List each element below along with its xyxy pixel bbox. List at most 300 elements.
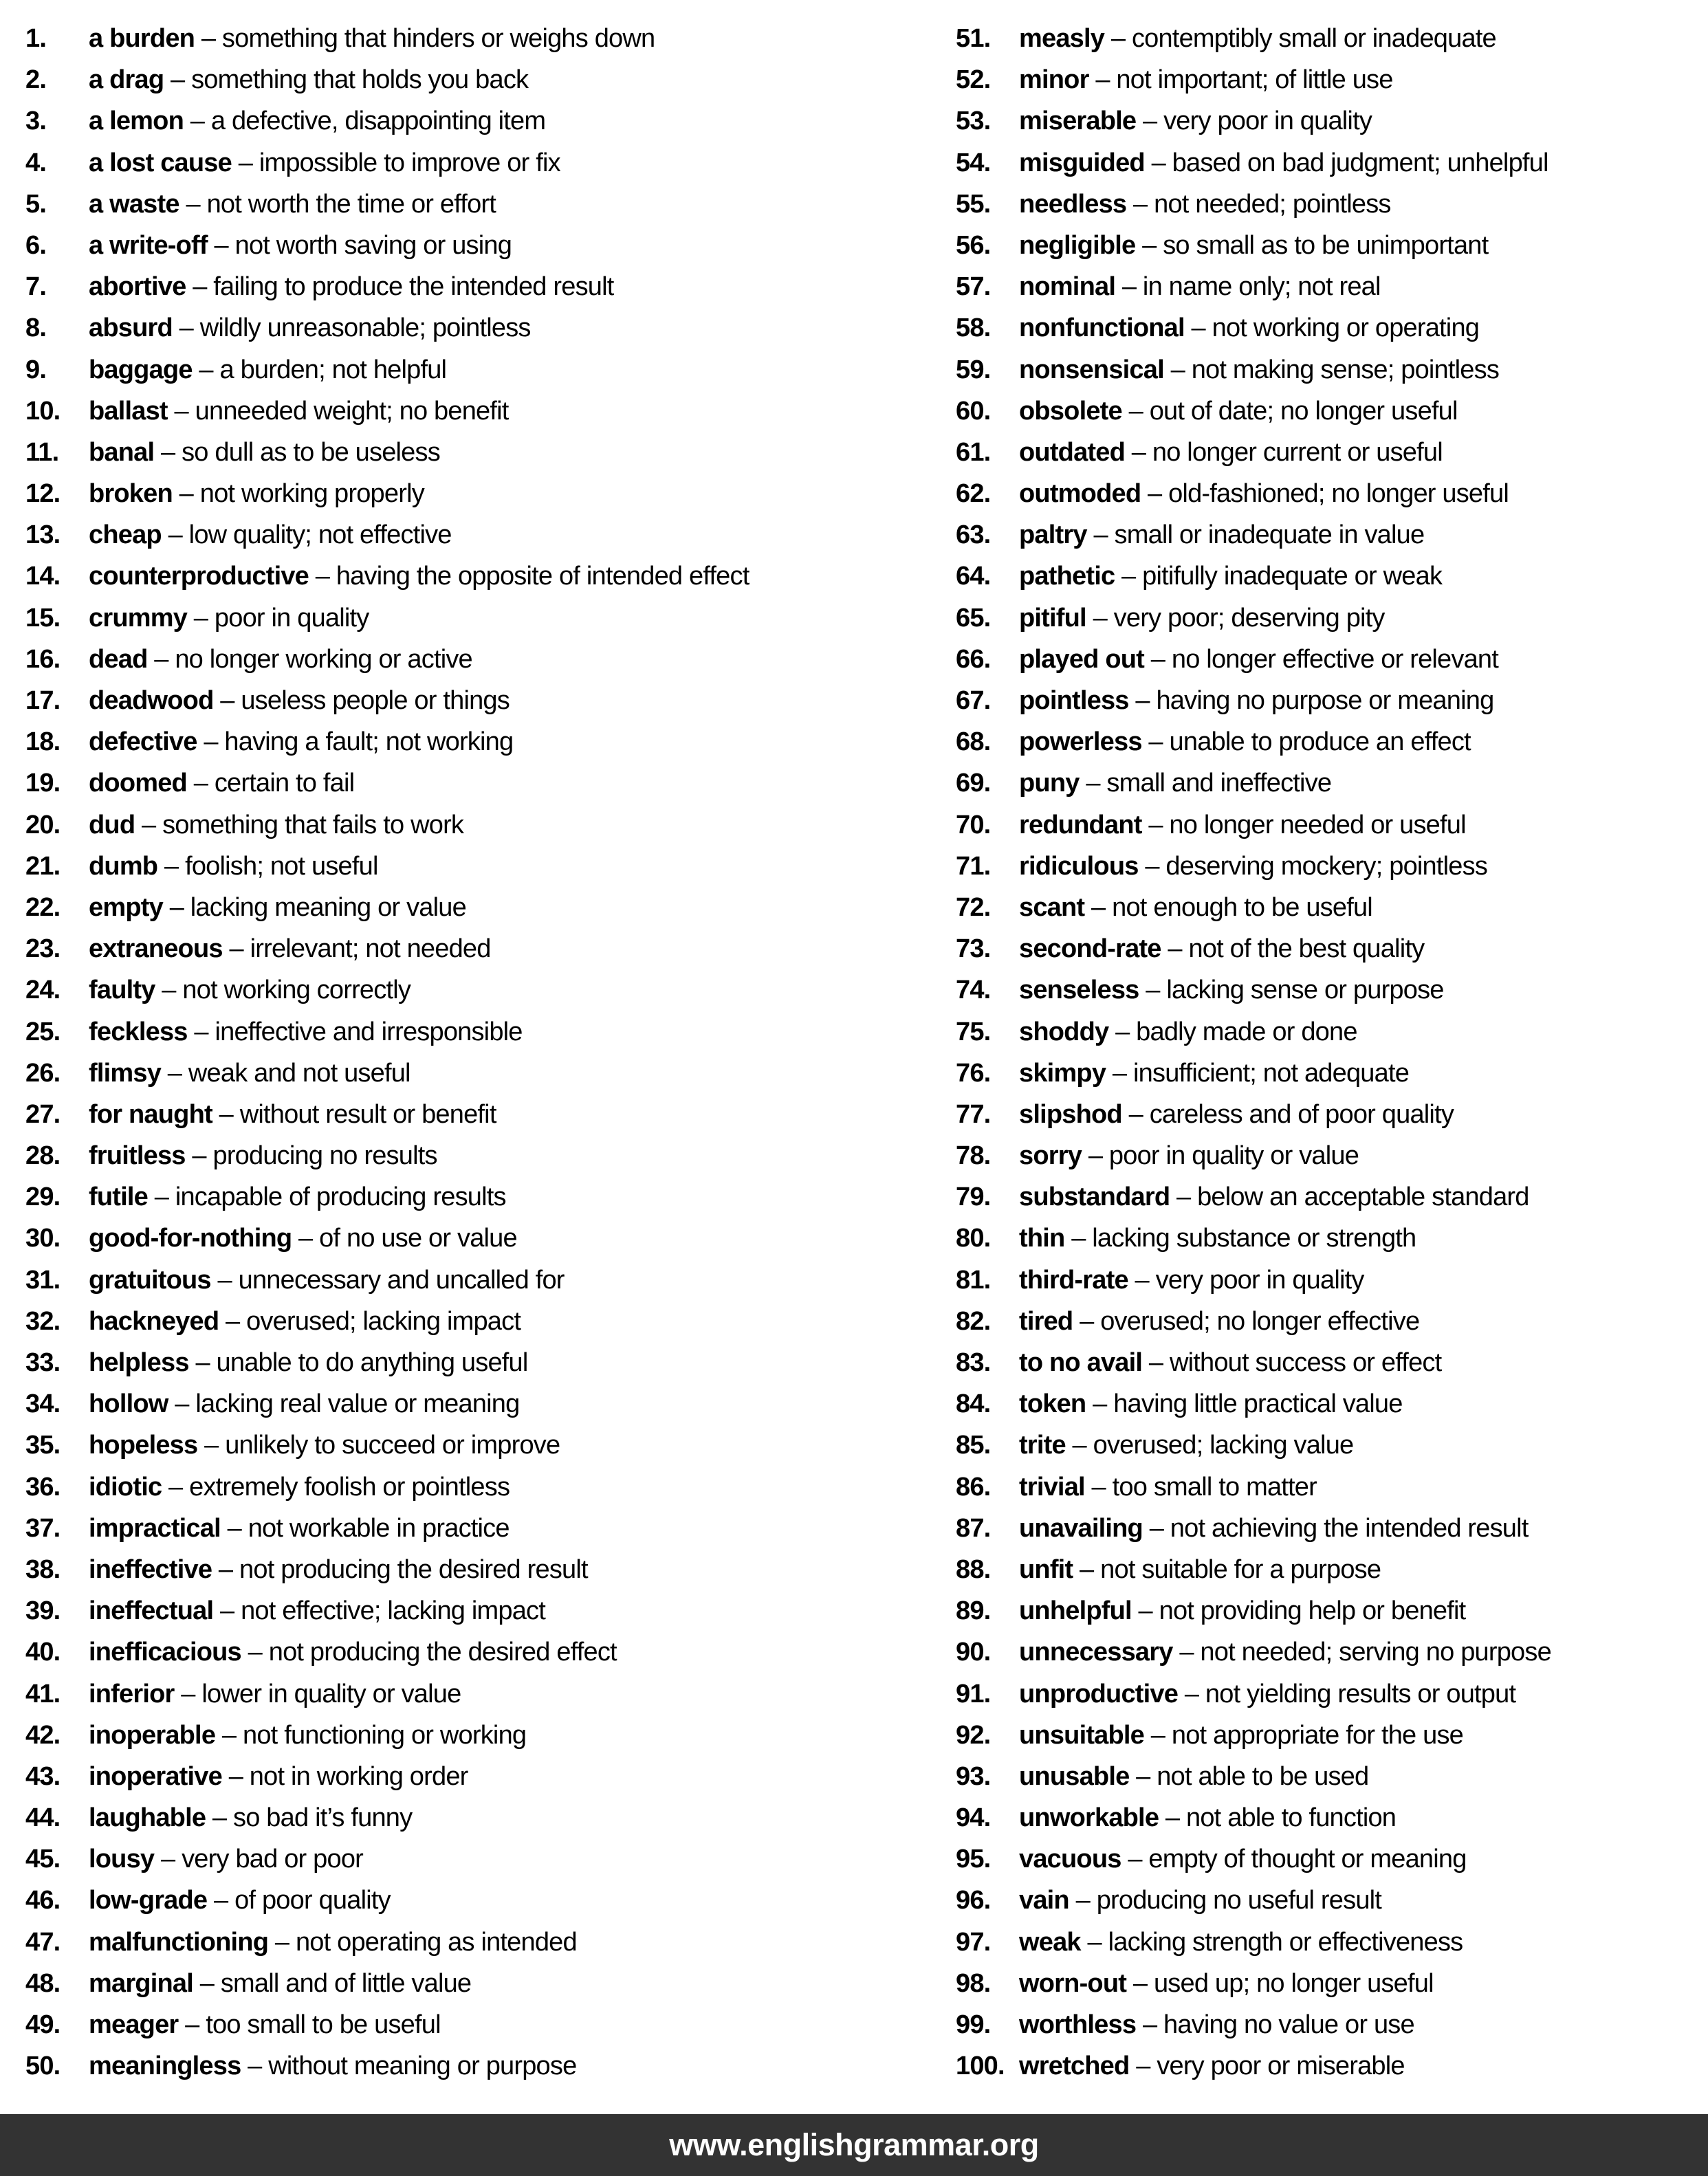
item-number: 58. (956, 314, 991, 343)
list-item (956, 225, 1708, 266)
item-word: miserable (1019, 107, 1137, 136)
item-number: 85. (956, 1431, 991, 1460)
item-number: 66. (956, 644, 991, 674)
item-number: 52. (956, 65, 991, 95)
item-text: nonfunctional – not working or operating (1019, 314, 1480, 343)
item-text: hackneyed – overused; lacking impact (89, 1306, 521, 1336)
item-text: a write-off – not worth saving or using (89, 230, 512, 260)
item-number: 55. (956, 189, 991, 219)
list-item (25, 142, 930, 184)
list-item (956, 514, 1708, 556)
item-number: 54. (956, 148, 991, 177)
item-word: pitiful (1019, 603, 1086, 633)
item-number: 22. (25, 892, 61, 922)
item-text: worthless – having no value or use (1019, 2010, 1414, 2039)
item-text: ridiculous – deserving mockery; pointless (1019, 851, 1488, 881)
item-number: 8. (25, 314, 47, 343)
item-text: unproductive – not yielding results or output (1019, 1679, 1516, 1708)
item-text: outmoded – old-fashioned; no longer useful (1019, 479, 1509, 509)
list-item (956, 1135, 1708, 1176)
item-text: a waste – not worth the time or effort (89, 189, 496, 219)
list-item (25, 18, 930, 59)
item-number: 13. (25, 520, 61, 550)
item-number: 18. (25, 727, 61, 757)
item-number: 16. (25, 644, 61, 674)
item-text: senseless – lacking sense or purpose (1019, 976, 1444, 1005)
item-word: unproductive (1019, 1679, 1179, 1708)
item-number: 62. (956, 479, 991, 509)
item-number: 86. (956, 1472, 991, 1502)
item-word: sorry (1019, 1141, 1082, 1171)
list-item (956, 1383, 1708, 1425)
item-number: 81. (956, 1265, 991, 1295)
item-text: feckless – ineffective and irresponsible (89, 1017, 523, 1046)
item-text: cheap – low quality; not effective (89, 520, 452, 550)
item-number: 94. (956, 1803, 991, 1833)
list-item (956, 597, 1708, 639)
item-number: 38. (25, 1554, 61, 1584)
item-text: low-grade – of poor quality (89, 1886, 391, 1915)
list-item (956, 142, 1708, 184)
item-text: trivial – too small to matter (1019, 1472, 1317, 1502)
item-text: banal – so dull as to be useless (89, 437, 440, 467)
list-item (956, 473, 1708, 514)
item-number: 27. (25, 1099, 61, 1129)
item-text: token – having little practical value (1019, 1389, 1403, 1419)
item-word: played out (1019, 644, 1145, 674)
list-item (956, 556, 1708, 597)
item-text: extraneous – irrelevant; not needed (89, 934, 491, 964)
item-text: hollow – lacking real value or meaning (89, 1389, 520, 1419)
item-number: 47. (25, 1927, 61, 1957)
item-text: paltry – small or inadequate in value (1019, 520, 1425, 550)
item-number: 36. (25, 1472, 61, 1502)
list-item (25, 721, 930, 762)
list-item (25, 59, 930, 100)
item-text: miserable – very poor in quality (1019, 107, 1372, 136)
item-word: gratuitous (89, 1265, 211, 1295)
list-item (25, 432, 930, 473)
list-item (25, 1756, 930, 1797)
item-text: to no avail – without success or effect (1019, 1348, 1442, 1377)
item-text: empty – lacking meaning or value (89, 892, 466, 922)
item-word: unworkable (1019, 1803, 1159, 1833)
item-text: substandard – below an acceptable standard (1019, 1183, 1529, 1212)
item-word: weak (1019, 1927, 1081, 1957)
item-number: 87. (956, 1513, 991, 1543)
list-item (956, 1673, 1708, 1715)
item-word: dud (89, 810, 135, 839)
item-number: 67. (956, 686, 991, 715)
item-number: 53. (956, 107, 991, 136)
item-text: thin – lacking substance or strength (1019, 1224, 1416, 1253)
item-text: hopeless – unlikely to succeed or improve (89, 1431, 560, 1460)
list-item (25, 266, 930, 307)
list-item (25, 1466, 930, 1508)
word-list-right-column (930, 18, 1708, 2087)
item-number: 65. (956, 603, 991, 633)
item-text: weak – lacking strength or effectiveness (1019, 1927, 1463, 1957)
item-word: broken (89, 479, 173, 509)
item-number: 43. (25, 1761, 61, 1791)
item-text: nonsensical – not making sense; pointless (1019, 355, 1500, 384)
item-text: measly – contemptibly small or inadequate (1019, 24, 1496, 53)
list-item (25, 1011, 930, 1053)
item-word: malfunctioning (89, 1927, 269, 1957)
item-number: 56. (956, 230, 991, 260)
list-item (956, 928, 1708, 969)
footer-bar (0, 2114, 1708, 2176)
list-item (956, 2004, 1708, 2045)
item-text: ineffective – not producing the desired result (89, 1554, 588, 1584)
item-word: meaningless (89, 2052, 241, 2081)
item-text: good-for-nothing – of no use or value (89, 1224, 517, 1253)
list-item (956, 1963, 1708, 2004)
item-number: 95. (956, 1845, 991, 1874)
list-item (25, 100, 930, 142)
list-item (25, 473, 930, 514)
item-word: trivial (1019, 1472, 1085, 1502)
item-number: 84. (956, 1389, 991, 1419)
item-text: deadwood – useless people or things (89, 686, 510, 715)
item-word: faulty (89, 976, 155, 1005)
item-text: played out – no longer effective or relevant (1019, 644, 1499, 674)
item-word: misguided (1019, 148, 1145, 177)
item-number: 59. (956, 355, 991, 384)
item-text: dud – something that fails to work (89, 810, 464, 839)
list-item (956, 1342, 1708, 1383)
item-text: trite – overused; lacking value (1019, 1431, 1354, 1460)
list-item (25, 1590, 930, 1631)
item-text: a burden – something that hinders or weighs down (89, 24, 655, 53)
item-text: third-rate – very poor in quality (1019, 1265, 1364, 1295)
item-number: 42. (25, 1720, 61, 1750)
item-word: dumb (89, 851, 158, 881)
list-item (956, 1260, 1708, 1301)
item-number: 48. (25, 1968, 61, 1998)
item-word: low-grade (89, 1886, 208, 1915)
footer-url: www.englishgrammar.org (669, 2127, 1039, 2162)
item-text: nominal – in name only; not real (1019, 272, 1381, 302)
item-word: abortive (89, 272, 186, 302)
item-number: 50. (25, 2052, 61, 2081)
item-word: futile (89, 1183, 148, 1212)
list-item (25, 1715, 930, 1756)
item-number: 39. (25, 1596, 61, 1626)
item-text: meaningless – without meaning or purpose (89, 2052, 577, 2081)
item-number: 31. (25, 1265, 61, 1295)
item-number: 28. (25, 1141, 61, 1171)
item-word: to no avail (1019, 1348, 1143, 1377)
item-text: skimpy – insufficient; not adequate (1019, 1058, 1410, 1088)
list-item (25, 1880, 930, 1921)
list-item (25, 1922, 930, 1963)
item-text: unfit – not suitable for a purpose (1019, 1554, 1381, 1584)
item-text: abortive – failing to produce the intended result (89, 272, 614, 302)
item-text: flimsy – weak and not useful (89, 1058, 410, 1088)
item-text: outdated – no longer current or useful (1019, 437, 1443, 467)
list-item (25, 1094, 930, 1135)
list-item (956, 1590, 1708, 1631)
item-text: inoperable – not functioning or working (89, 1720, 527, 1750)
item-word: worn-out (1019, 1968, 1127, 1998)
list-item (956, 1094, 1708, 1135)
item-word: senseless (1019, 976, 1139, 1005)
item-number: 34. (25, 1389, 61, 1419)
item-text: broken – not working properly (89, 479, 424, 509)
item-number: 91. (956, 1679, 991, 1708)
item-text: a lost cause – impossible to improve or fix (89, 148, 560, 177)
item-word: obsolete (1019, 396, 1122, 426)
list-item (956, 1425, 1708, 1466)
item-word: good-for-nothing (89, 1224, 292, 1253)
item-number: 35. (25, 1431, 61, 1460)
item-text: scant – not enough to be useful (1019, 892, 1372, 922)
item-word: a waste (89, 189, 179, 219)
item-number: 83. (956, 1348, 991, 1377)
item-number: 11. (25, 437, 59, 467)
item-text: fruitless – producing no results (89, 1141, 437, 1171)
list-item (956, 1880, 1708, 1921)
item-word: inefficacious (89, 1638, 241, 1667)
item-number: 4. (25, 148, 47, 177)
item-word: paltry (1019, 520, 1087, 550)
item-number: 44. (25, 1803, 61, 1833)
item-text: baggage – a burden; not helpful (89, 355, 447, 384)
item-text: unavailing – not achieving the intended result (1019, 1513, 1529, 1543)
item-word: measly (1019, 24, 1105, 53)
item-text: unsuitable – not appropriate for the use (1019, 1720, 1464, 1750)
item-word: negligible (1019, 230, 1136, 260)
item-text: helpless – unable to do anything useful (89, 1348, 528, 1377)
list-item (25, 225, 930, 266)
item-word: trite (1019, 1431, 1066, 1460)
item-word: extraneous (89, 934, 223, 964)
item-number: 63. (956, 520, 991, 550)
list-item (25, 307, 930, 349)
list-item (956, 1176, 1708, 1218)
item-word: defective (89, 727, 197, 757)
item-word: empty (89, 892, 163, 922)
list-item (25, 1218, 930, 1259)
item-number: 24. (25, 976, 61, 1005)
list-item (25, 969, 930, 1011)
item-text: meager – too small to be useful (89, 2010, 441, 2039)
list-item (956, 804, 1708, 846)
item-number: 23. (25, 934, 61, 964)
list-item (956, 1715, 1708, 1756)
item-number: 17. (25, 686, 61, 715)
item-text: a lemon – a defective, disappointing item (89, 107, 546, 136)
item-text: shoddy – badly made or done (1019, 1017, 1357, 1046)
list-item (25, 846, 930, 887)
item-text: for naught – without result or benefit (89, 1099, 496, 1129)
item-word: lousy (89, 1845, 155, 1874)
item-number: 79. (956, 1183, 991, 1212)
list-item (25, 2045, 930, 2087)
item-word: worthless (1019, 2010, 1137, 2039)
list-item (25, 928, 930, 969)
item-number: 29. (25, 1183, 61, 1212)
item-number: 12. (25, 479, 61, 509)
list-item (25, 1301, 930, 1342)
list-item (956, 1756, 1708, 1797)
item-text: impractical – not workable in practice (89, 1513, 510, 1543)
item-number: 64. (956, 562, 991, 591)
item-text: vain – producing no useful result (1019, 1886, 1382, 1915)
item-number: 15. (25, 603, 61, 633)
item-number: 74. (956, 976, 991, 1005)
item-word: idiotic (89, 1472, 162, 1502)
item-text: second-rate – not of the best quality (1019, 934, 1425, 964)
item-text: ineffectual – not effective; lacking impact (89, 1596, 545, 1626)
item-word: powerless (1019, 727, 1142, 757)
item-word: ballast (89, 396, 168, 426)
item-number: 97. (956, 1927, 991, 1957)
item-text: vacuous – empty of thought or meaning (1019, 1845, 1467, 1874)
item-word: inoperable (89, 1720, 216, 1750)
item-text: unworkable – not able to function (1019, 1803, 1397, 1833)
list-item (25, 680, 930, 721)
list-item (25, 1508, 930, 1549)
item-text: doomed – certain to fail (89, 769, 355, 798)
item-word: dead (89, 644, 148, 674)
item-text: a drag – something that holds you back (89, 65, 529, 95)
list-item (956, 1922, 1708, 1963)
item-text: minor – not important; of little use (1019, 65, 1393, 95)
list-item (25, 1342, 930, 1383)
item-text: absurd – wildly unreasonable; pointless (89, 314, 531, 343)
list-item (25, 1383, 930, 1425)
item-word: inoperative (89, 1761, 222, 1791)
item-word: impractical (89, 1513, 221, 1543)
item-number: 46. (25, 1886, 61, 1915)
item-text: sorry – poor in quality or value (1019, 1141, 1359, 1171)
item-word: slipshod (1019, 1099, 1122, 1129)
item-text: marginal – small and of little value (89, 1968, 472, 1998)
list-item (956, 1466, 1708, 1508)
item-text: redundant – no longer needed or useful (1019, 810, 1466, 839)
item-word: skimpy (1019, 1058, 1106, 1088)
item-number: 41. (25, 1679, 61, 1708)
item-word: cheap (89, 520, 162, 550)
item-word: hollow (89, 1389, 168, 1419)
item-number: 45. (25, 1845, 61, 1874)
item-number: 61. (956, 437, 991, 467)
list-item (956, 432, 1708, 473)
item-text: wretched – very poor or miserable (1019, 2052, 1405, 2081)
item-word: helpless (89, 1348, 189, 1377)
item-text: obsolete – out of date; no longer useful (1019, 396, 1458, 426)
item-text: unusable – not able to be used (1019, 1761, 1369, 1791)
word-list (0, 18, 1708, 2087)
item-number: 7. (25, 272, 47, 302)
item-word: unavailing (1019, 1513, 1143, 1543)
item-number: 26. (25, 1058, 61, 1088)
item-number: 14. (25, 562, 61, 591)
list-item (25, 1963, 930, 2004)
list-item (956, 639, 1708, 680)
item-text: misguided – based on bad judgment; unhelpful (1019, 148, 1548, 177)
list-item (25, 1673, 930, 1715)
item-number: 70. (956, 810, 991, 839)
item-text: idiotic – extremely foolish or pointless (89, 1472, 510, 1502)
item-number: 82. (956, 1306, 991, 1336)
item-word: a drag (89, 65, 164, 95)
list-item (956, 1053, 1708, 1094)
item-word: ineffectual (89, 1596, 214, 1626)
item-number: 68. (956, 727, 991, 757)
item-word: third-rate (1019, 1265, 1128, 1295)
list-item (25, 1260, 930, 1301)
item-word: a write-off (89, 230, 208, 260)
item-word: nominal (1019, 272, 1116, 302)
item-number: 19. (25, 769, 61, 798)
list-item (25, 639, 930, 680)
item-word: tired (1019, 1306, 1073, 1336)
list-item (25, 1053, 930, 1094)
item-text: powerless – unable to produce an effect (1019, 727, 1471, 757)
item-word: absurd (89, 314, 173, 343)
list-item (25, 597, 930, 639)
item-word: token (1019, 1389, 1086, 1419)
list-item (956, 391, 1708, 432)
item-word: a lost cause (89, 148, 232, 177)
item-number: 78. (956, 1141, 991, 1171)
item-number: 76. (956, 1058, 991, 1088)
item-word: fruitless (89, 1141, 186, 1171)
item-text: pointless – having no purpose or meaning (1019, 686, 1494, 715)
item-number: 75. (956, 1017, 991, 1046)
item-number: 71. (956, 851, 991, 881)
list-item (25, 804, 930, 846)
item-number: 73. (956, 934, 991, 964)
item-word: shoddy (1019, 1017, 1109, 1046)
item-text: inefficacious – not producing the desired effect (89, 1638, 617, 1667)
list-item (25, 184, 930, 225)
item-word: unnecessary (1019, 1638, 1173, 1667)
item-number: 51. (956, 24, 991, 53)
list-item (956, 1838, 1708, 1880)
item-text: lousy – very bad or poor (89, 1845, 364, 1874)
item-word: unfit (1019, 1554, 1073, 1584)
item-word: ridiculous (1019, 851, 1139, 881)
list-item (25, 556, 930, 597)
list-item (956, 184, 1708, 225)
item-number: 92. (956, 1720, 991, 1750)
item-text: dumb – foolish; not useful (89, 851, 378, 881)
item-text: defective – having a fault; not working (89, 727, 514, 757)
item-word: unusable (1019, 1761, 1130, 1791)
item-word: hackneyed (89, 1306, 219, 1336)
item-number: 60. (956, 396, 991, 426)
item-number: 100. (956, 2052, 1005, 2081)
list-item (25, 1838, 930, 1880)
item-text: puny – small and ineffective (1019, 769, 1332, 798)
list-item (25, 762, 930, 804)
list-item (956, 1508, 1708, 1549)
list-item (25, 1631, 930, 1673)
item-number: 3. (25, 107, 47, 136)
item-text: counterproductive – having the opposite of intended effect (89, 562, 749, 591)
list-item (25, 1176, 930, 1218)
list-item (956, 349, 1708, 391)
item-text: pitiful – very poor; deserving pity (1019, 603, 1385, 633)
item-number: 90. (956, 1638, 991, 1667)
item-number: 99. (956, 2010, 991, 2039)
item-text: ballast – unneeded weight; no benefit (89, 396, 509, 426)
item-text: malfunctioning – not operating as intended (89, 1927, 577, 1957)
